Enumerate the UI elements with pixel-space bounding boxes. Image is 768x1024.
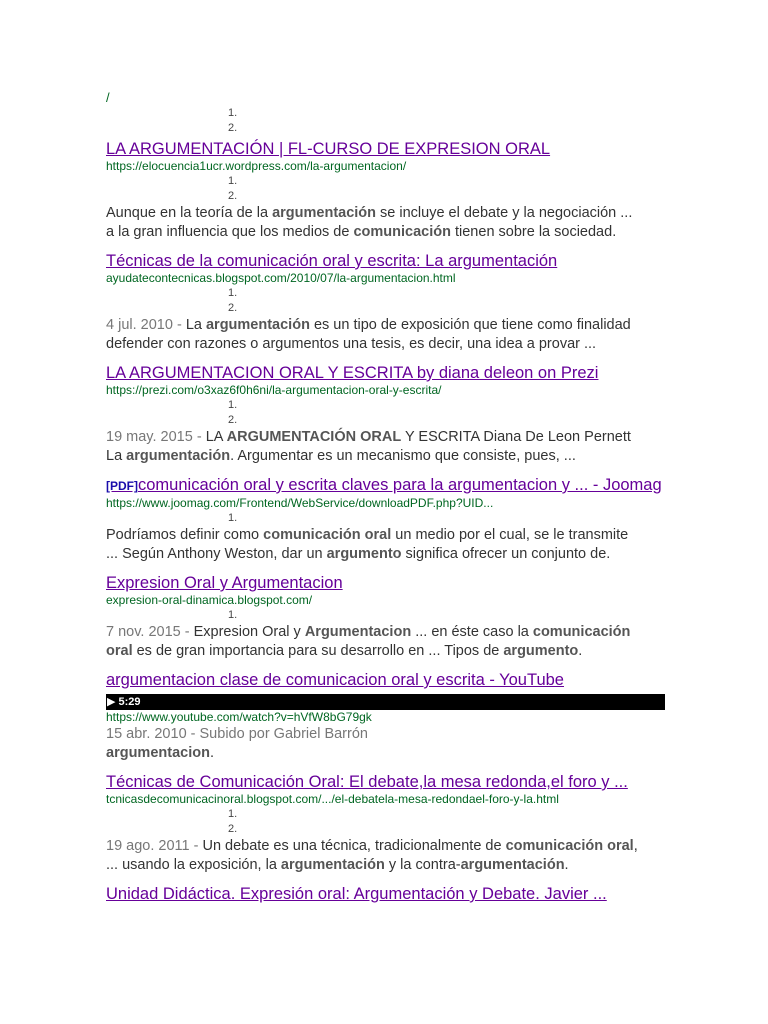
snippet-line [106, 545, 666, 564]
snippet-text: es un tipo de exposición que tiene como finalidad [309, 317, 631, 333]
result-title-text: LA ARGUMENTACIÓN | FL-CURSO DE EXPRESION ORAL [106, 140, 551, 158]
result-title-text: Técnicas de Comunicación Oral: El debate,la mesa redonda,el foro y ... [106, 773, 628, 791]
pdf-tag: [PDF] [106, 479, 138, 493]
result-snippet [106, 623, 666, 661]
result-title-text: LA ARGUMENTACION ORAL Y ESCRITA by diana deleon on Prezi [106, 364, 599, 382]
snippet-text: . [578, 643, 583, 659]
snippet-text: ... en éste caso la [411, 624, 533, 640]
snippet-keyword: argumentación [205, 317, 310, 333]
snippet-keyword: comunicación [353, 224, 451, 240]
breadcrumb-slash: / [106, 90, 110, 105]
snippet-keyword: argumentación [272, 205, 377, 221]
snippet-text: defender con razones o argumentos una tesis, es decir, una idea a provar ... [106, 336, 597, 352]
snippet-line [106, 642, 666, 661]
snippet-text: es de gran importancia para su desarrollo en ... Tipos de [132, 643, 504, 659]
result-title-link[interactable] [106, 251, 666, 271]
snippet-keyword: argumentación [280, 857, 385, 873]
snippet-line [106, 526, 666, 545]
snippet-keyword: comunicación [532, 624, 631, 640]
snippet-line [106, 744, 666, 763]
result-url: ayudatecontecnicas.blogspot.com/2010/07/la-argumentacion.html [106, 271, 456, 285]
list-number: 1. [228, 175, 238, 187]
snippet-text: se incluye el debate y la negociación ... [376, 205, 633, 221]
result-spacer [106, 564, 666, 570]
result-url: https://www.youtube.com/watch?v=hVfW8bG79gk [106, 710, 372, 724]
snippet-line [106, 856, 666, 875]
result-spacer [106, 661, 666, 667]
snippet-line [106, 316, 666, 335]
snippet-text: y la contra- [384, 857, 461, 873]
snippet-keyword: argumento [503, 643, 579, 659]
list-number: 1. [228, 287, 238, 299]
result-title-link[interactable] [106, 772, 666, 792]
snippet-text: Podríamos definir como [106, 527, 264, 543]
result-title-link[interactable] [106, 573, 666, 593]
snippet-text: LA [205, 429, 227, 445]
snippet-text: . Argumentar es un mecanismo que consiste, pues, ... [230, 448, 576, 464]
result-snippet [106, 837, 666, 875]
video-duration-bar[interactable]: ▶ 5:29 [106, 694, 665, 710]
result-title-text: Unidad Didáctica. Expresión oral: Argumentación y Debate. Javier ... [106, 885, 607, 903]
list-number: 2. [228, 122, 238, 134]
snippet-text: significa ofrecer un conjunto de. [401, 546, 611, 562]
snippet-keyword: argumentación [460, 857, 565, 873]
snippet-text: Y ESCRITA Diana De Leon Pernett [401, 429, 631, 445]
list-number: 1. [228, 399, 238, 411]
snippet-keyword: argumentación [126, 448, 231, 464]
snippet-text: . [209, 745, 214, 761]
result-title-text: argumentacion clase de comunicacion oral y escrita - YouTube [106, 671, 564, 689]
snippet-keyword: ARGUMENTACIÓN ORAL [226, 429, 402, 445]
snippet-text: Expresion Oral y [193, 624, 305, 640]
snippet-text: , [633, 838, 638, 854]
list-number: 2. [228, 190, 238, 202]
snippet-text: . [564, 857, 569, 873]
result-snippet [106, 204, 666, 242]
search-results-page [106, 90, 666, 904]
snippet-text: La [185, 317, 206, 333]
snippet-line [106, 725, 666, 744]
snippet-text: La [106, 448, 127, 464]
result-spacer [106, 354, 666, 360]
result-title-text: Técnicas de la comunicación oral y escrita: La argumentación [106, 252, 558, 270]
snippet-text: tienen sobre la sociedad. [450, 224, 617, 240]
snippet-line [106, 428, 666, 447]
result-url: tcnicasdecomunicacinoral.blogspot.com/.../el-debatela-mesa-redondael-foro-y-la.html [106, 792, 559, 806]
result-url: https://prezi.com/o3xaz6f0h6ni/la-argumentacion-oral-y-escrita/ [106, 383, 442, 397]
list-number: 2. [228, 414, 238, 426]
snippet-line [106, 447, 666, 466]
snippet-keyword: Argumentacion [304, 624, 412, 640]
snippet-line [106, 204, 666, 223]
snippet-text: Aunque en la teoría de la [106, 205, 273, 221]
snippet-text: ... usando la exposición, la [106, 857, 281, 873]
snippet-keyword: argumentacion [106, 745, 210, 761]
snippet-date: 19 ago. 2011 - [106, 838, 203, 854]
snippet-text: un medio por el cual, se le transmite [391, 527, 629, 543]
snippet-date: 4 jul. 2010 - [106, 317, 186, 333]
snippet-keyword: comunicación oral [505, 838, 634, 854]
result-url: expresion-oral-dinamica.blogspot.com/ [106, 593, 313, 607]
snippet-line [106, 335, 666, 354]
result-url: https://elocuencia1ucr.wordpress.com/la-argumentacion/ [106, 159, 407, 173]
result-spacer [106, 763, 666, 769]
list-number: 1. [228, 808, 238, 820]
result-snippet [106, 526, 666, 564]
result-spacer [106, 466, 666, 472]
snippet-date: 15 abr. 2010 - Subido por Gabriel Barrón [106, 726, 368, 742]
snippet-keyword: argumento [326, 546, 402, 562]
list-number: 1. [228, 512, 238, 524]
list-number: 1. [228, 107, 238, 119]
result-snippet [106, 316, 666, 354]
list-number: 2. [228, 823, 238, 835]
snippet-keyword: oral [106, 643, 133, 659]
result-spacer [106, 242, 666, 248]
result-url: https://www.joomag.com/Frontend/WebService/downloadPDF.php?UID... [106, 496, 494, 510]
snippet-text: Un debate es una técnica, tradicionalmente de [202, 838, 506, 854]
snippet-date: 19 may. 2015 - [106, 429, 206, 445]
snippet-date: 7 nov. 2015 - [106, 624, 194, 640]
result-snippet [106, 725, 666, 763]
snippet-line [106, 623, 666, 642]
list-number: 2. [228, 302, 238, 314]
result-title-link[interactable] [106, 363, 666, 383]
snippet-text: a la gran influencia que los medios de [106, 224, 354, 240]
result-title-link[interactable] [106, 884, 666, 904]
snippet-line [106, 837, 666, 856]
result-spacer [106, 875, 666, 881]
result-title-link[interactable] [106, 670, 666, 690]
result-title-link[interactable] [106, 475, 666, 496]
snippet-keyword: comunicación oral [263, 527, 392, 543]
snippet-text: ... Según Anthony Weston, dar un [106, 546, 327, 562]
result-snippet [106, 428, 666, 466]
list-number: 1. [228, 609, 238, 621]
result-title-text: comunicación oral y escrita claves para la argumentacion y ... - Joomag [138, 476, 662, 494]
result-title-text: Expresion Oral y Argumentacion [106, 574, 343, 592]
result-title-link[interactable] [106, 139, 666, 159]
snippet-line [106, 223, 666, 242]
